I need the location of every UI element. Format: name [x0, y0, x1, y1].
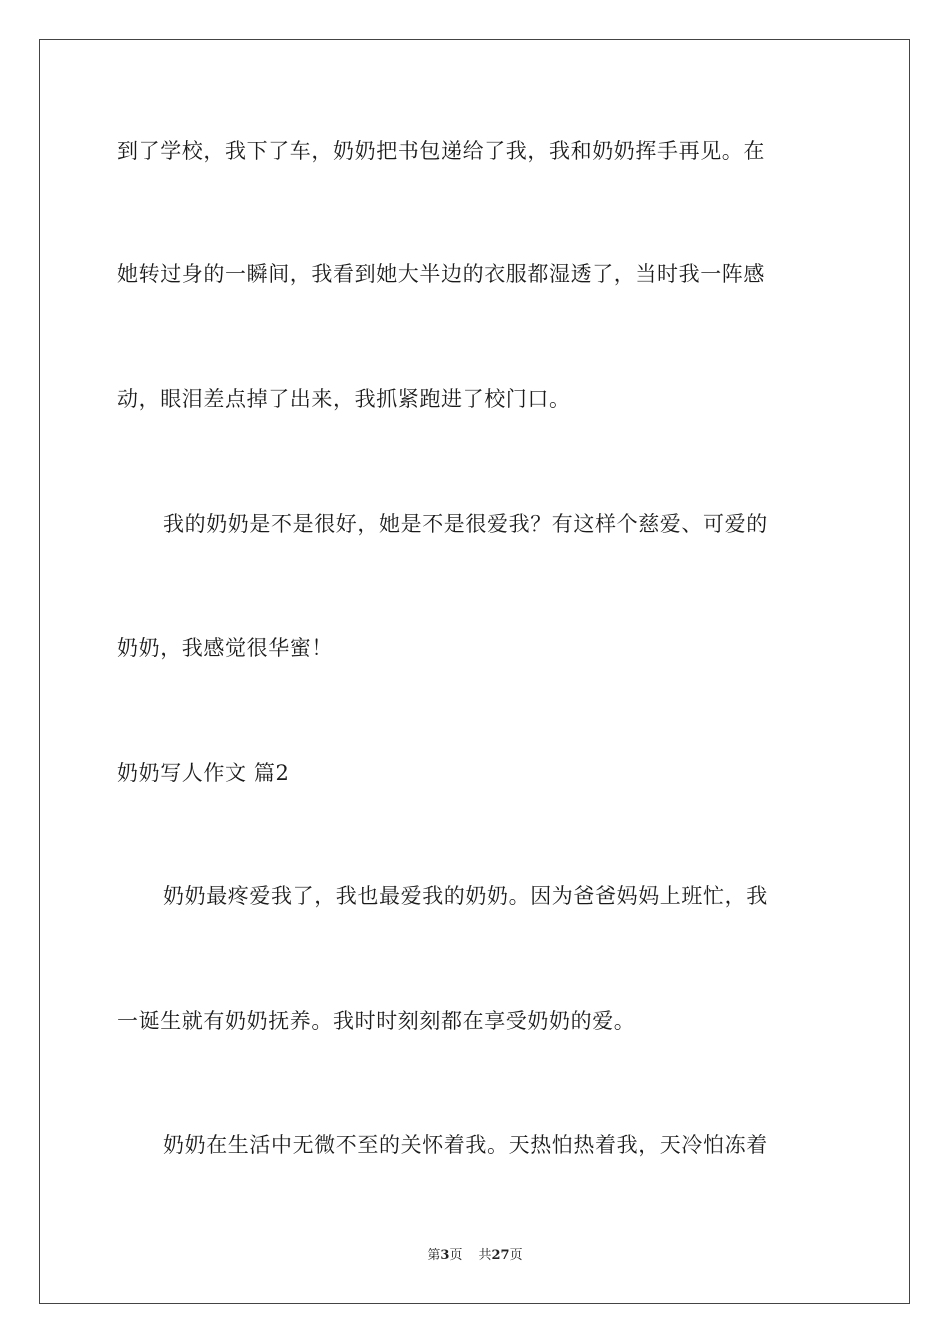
- total-suffix: 页: [509, 1248, 523, 1263]
- paragraph-line-2: 她转过身的一瞬间，我看到她大半边的衣服都湿透了，当时我一阵感: [117, 262, 765, 286]
- paragraph-line-4: 我的奶奶是不是很好，她是不是很爱我？有这样个慈爱、可爱的: [163, 512, 768, 536]
- total-pages: 27: [491, 1248, 510, 1263]
- paragraph-line-5: 奶奶，我感觉很华蜜！: [117, 636, 333, 660]
- section-heading: 奶奶写人作文 篇2: [117, 761, 290, 785]
- paragraph-line-1: 到了学校，我下了车，奶奶把书包递给了我，我和奶奶挥手再见。在: [117, 139, 765, 163]
- page-suffix: 页: [449, 1248, 463, 1263]
- page-border: [39, 39, 910, 1304]
- paragraph-line-7: 一诞生就有奶奶抚养。我时时刻刻都在享受奶奶的爱。: [117, 1009, 636, 1033]
- total-prefix: 共: [478, 1248, 492, 1263]
- page-number: 3: [440, 1248, 450, 1263]
- paragraph-line-8: 奶奶在生活中无微不至的关怀着我。天热怕热着我，天冷怕冻着: [163, 1133, 768, 1157]
- page-prefix: 第: [427, 1248, 441, 1263]
- paragraph-line-3: 动，眼泪差点掉了出来，我抓紧跑进了校门口。: [117, 387, 571, 411]
- paragraph-line-6: 奶奶最疼爱我了，我也最爱我的奶奶。因为爸爸妈妈上班忙，我: [163, 884, 768, 908]
- page-footer: [0, 1247, 950, 1265]
